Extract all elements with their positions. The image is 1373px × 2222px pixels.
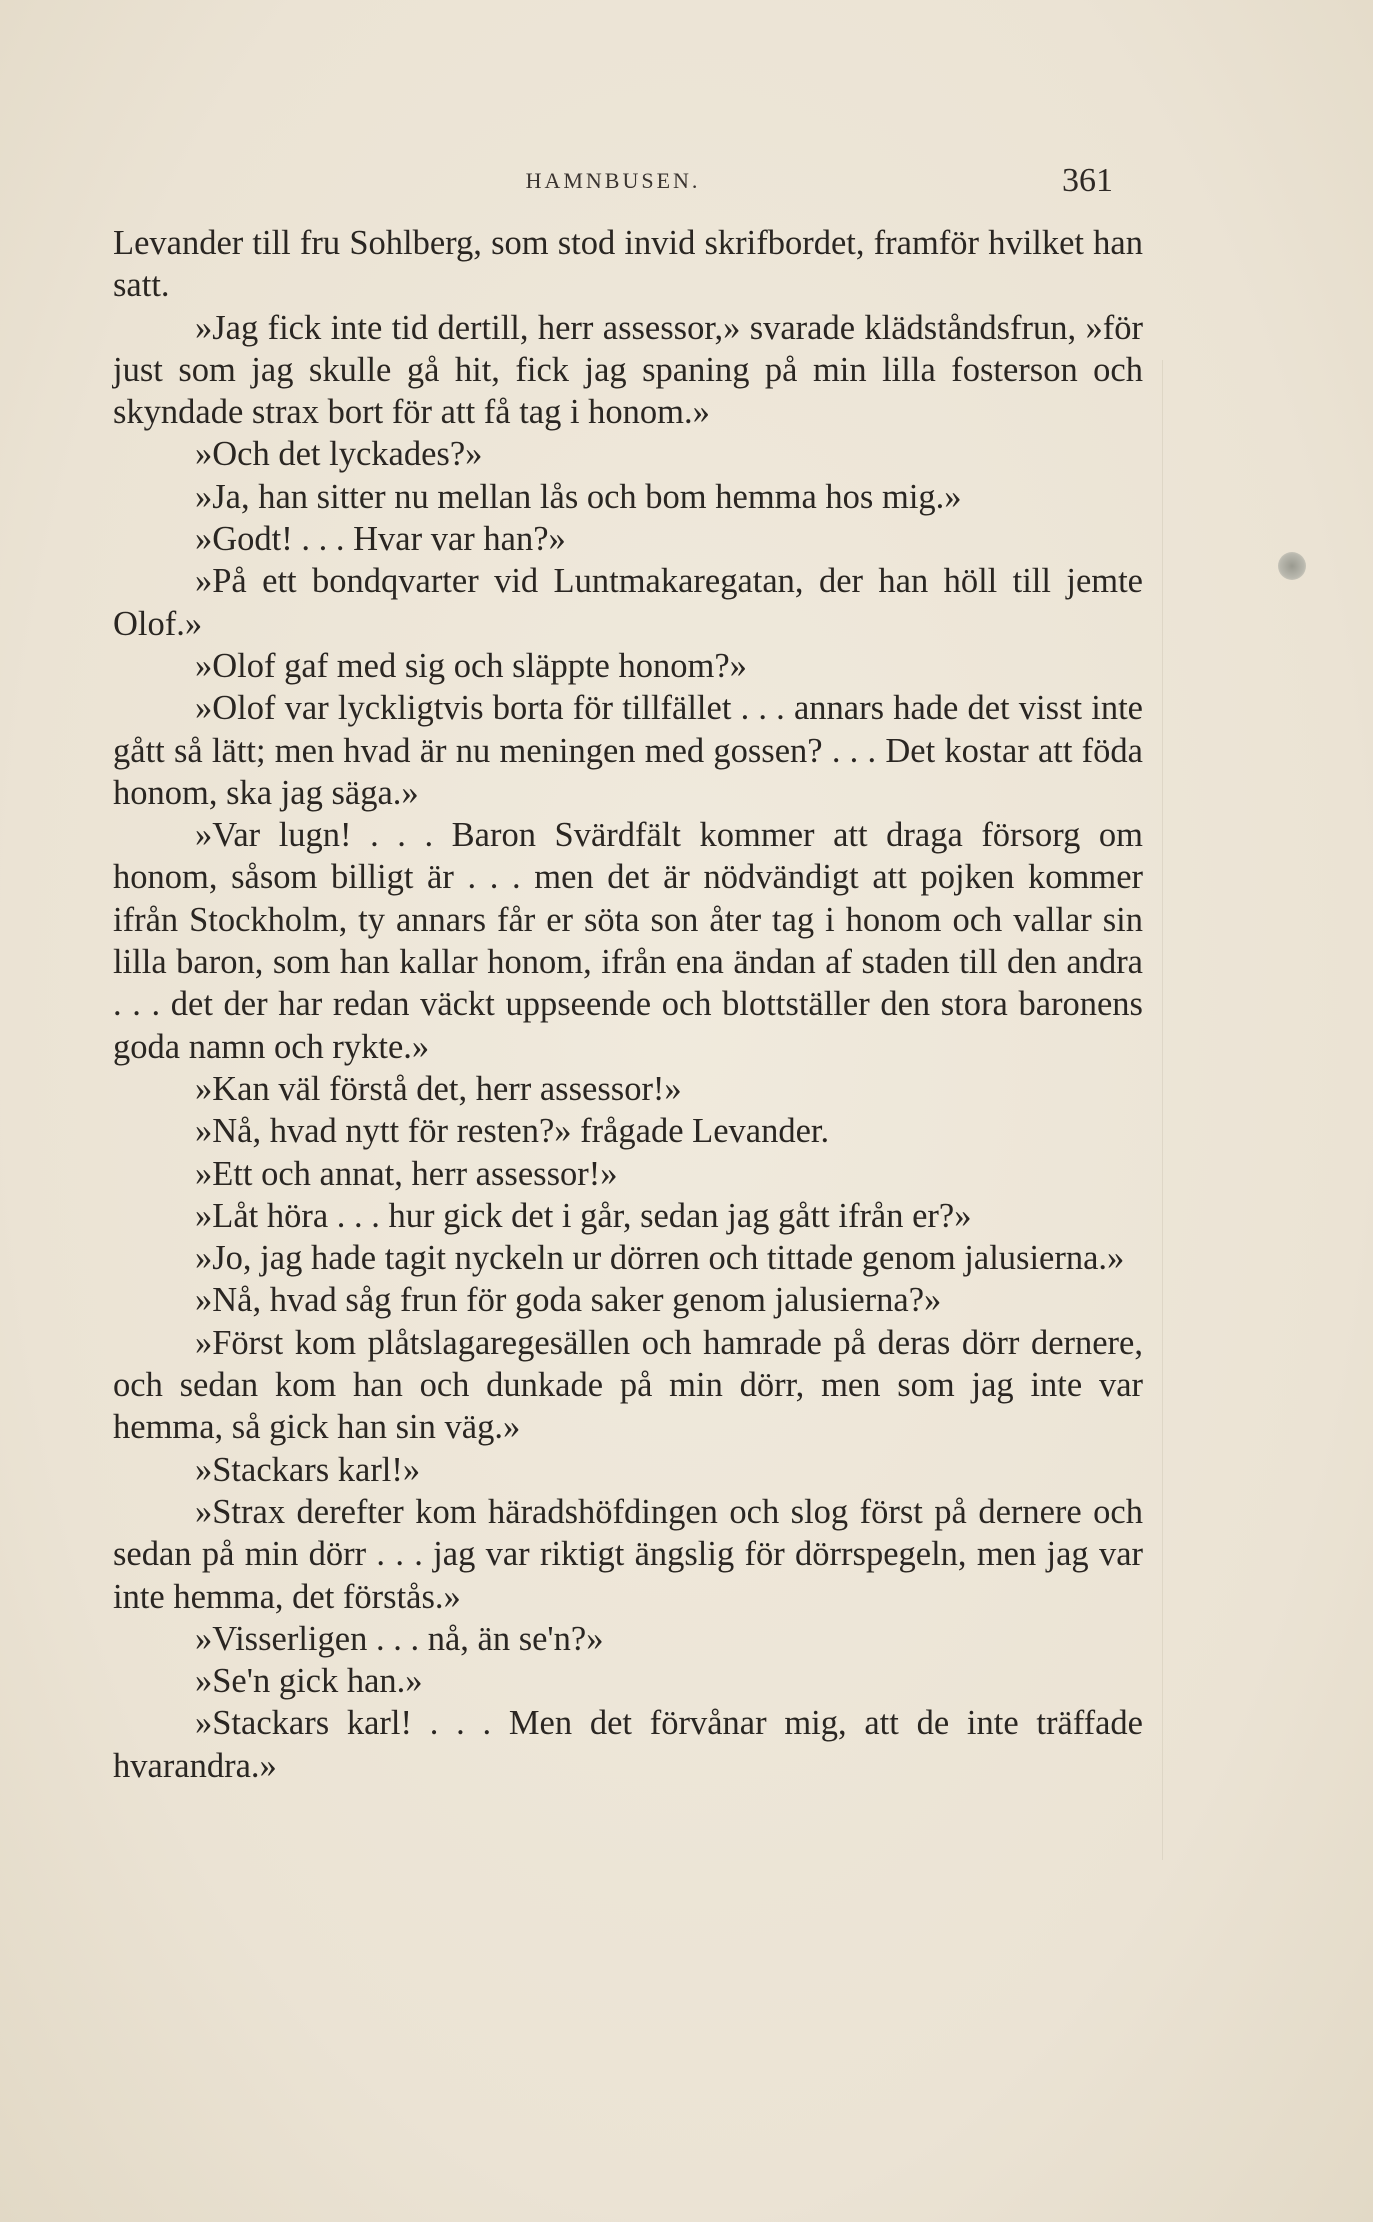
paragraph: »Var lugn! . . . Baron Svärdfält kommer att draga försorg om honom, såsom billigt är . . . men det är nödvändigt att pojken kommer ifrån Stockholm, ty annars får er söta son åter tag i honom och vallar sin lilla baron, som han kallar honom, ifrån ena ändan af staden till den andra . . . det der har redan väckt uppseende och blottställer den stora baronens goda namn och rykte.» bbox=[113, 816, 1143, 1066]
paragraph: »Nå, hvad nytt för resten?» frågade Levander. bbox=[195, 1112, 830, 1151]
paragraph: »Jo, jag hade tagit nyckeln ur dörren och tittade genom jalusierna.» bbox=[195, 1239, 1125, 1278]
ink-smudge bbox=[1278, 552, 1306, 580]
paragraph: »Se'n gick han.» bbox=[195, 1662, 423, 1701]
paragraph: »Godt! . . . Hvar var han?» bbox=[195, 520, 566, 559]
paragraph: »Olof var lyckligtvis borta för tillfället . . . annars hade det visst inte gått så lätt; men hvad är nu meningen med gossen? . . . Det kostar att föda honom, ska jag säga.» bbox=[113, 689, 1143, 812]
paragraph: »Strax derefter kom häradshöfdingen och slog först på dernere och sedan på min dörr . . . jag var riktigt ängslig för dörrspegeln, men jag var inte hemma, det förstås.» bbox=[113, 1492, 1143, 1616]
paragraph: »Jag fick inte tid dertill, herr assessor,» svarade klädståndsfrun, »för just som jag skulle gå hit, fick jag spaning på min lilla fosterson och skyndade strax bort för att få tag i honom.» bbox=[113, 308, 1143, 432]
paragraph: »På ett bondqvarter vid Luntmakaregatan, der han höll till jemte Olof.» bbox=[113, 562, 1143, 643]
paragraph: »Låt höra . . . hur gick det i går, sedan jag gått ifrån er?» bbox=[195, 1196, 972, 1235]
paragraph: »Stackars karl! . . . Men det förvånar mig, att de inte träffade hvarandra.» bbox=[113, 1704, 1143, 1785]
paragraph: »Visserligen . . . nå, än se'n?» bbox=[195, 1619, 604, 1658]
paragraph: »Nå, hvad såg frun för goda saker genom jalusierna?» bbox=[195, 1281, 942, 1320]
paragraph: »Först kom plåtslagaregesällen och hamrade på deras dörr dernere, och sedan kom han och dunkade på min dörr, men som jag inte var hemma, så gick han sin väg.» bbox=[113, 1323, 1143, 1447]
paragraph: »Olof gaf med sig och släppte honom?» bbox=[195, 646, 747, 685]
page-header bbox=[113, 162, 1113, 198]
paragraph: »Och det lyckades?» bbox=[195, 435, 483, 474]
paragraph: Levander till fru Sohlberg, som stod invid skrifbordet, framför hvilket han satt. bbox=[113, 224, 1143, 305]
page-number: 361 bbox=[1062, 162, 1113, 199]
page-fold-shadow bbox=[1162, 360, 1163, 1860]
paragraph: »Stackars karl!» bbox=[195, 1450, 421, 1489]
paragraph: »Ett och annat, herr assessor!» bbox=[195, 1154, 618, 1193]
running-head: HAMNBUSEN. bbox=[525, 168, 701, 193]
body-text bbox=[113, 222, 1143, 1787]
paragraph: »Ja, han sitter nu mellan lås och bom hemma hos mig.» bbox=[195, 477, 962, 516]
paragraph: »Kan väl förstå det, herr assessor!» bbox=[195, 1069, 682, 1108]
